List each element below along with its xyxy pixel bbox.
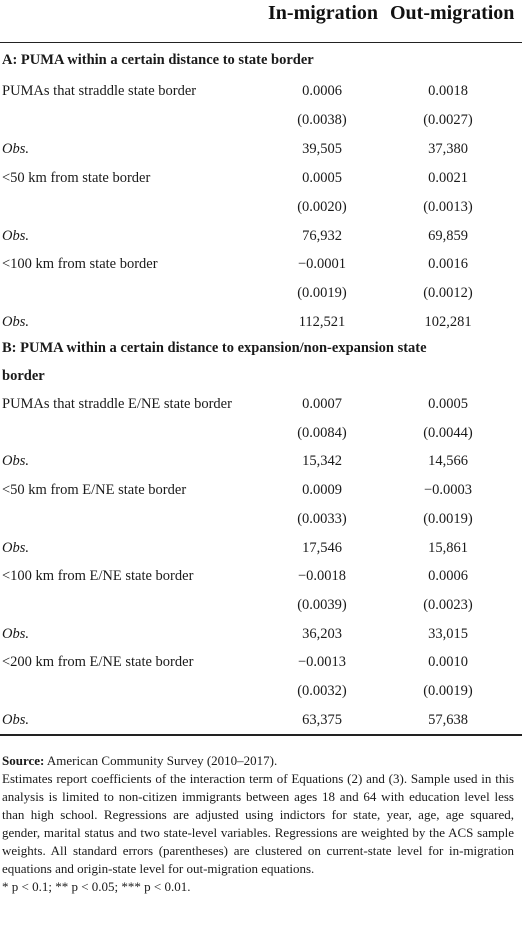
out-migration-value: 57,638 (428, 711, 468, 728)
row-label: PUMAs that straddle E/NE state border (2, 396, 232, 412)
row-label: Obs. (2, 227, 29, 244)
out-migration-value: 0.0010 (428, 654, 468, 671)
table-row (0, 591, 522, 619)
table-row (0, 447, 522, 475)
in-migration-value: (0.0033) (297, 510, 347, 527)
out-migration-value: 0.0018 (428, 83, 468, 99)
row-label: PUMAs that straddle state border (2, 83, 197, 99)
significance-note: * p < 0.1; ** p < 0.05; *** p < 0.01. (2, 879, 191, 894)
in-migration-value: 17,546 (302, 539, 342, 556)
row-label: Obs. (2, 314, 29, 331)
section-a-title: A: PUMA within a certain distance to state border (2, 52, 314, 68)
row-label: <200 km from E/NE state border (2, 654, 194, 671)
row-label: Obs. (2, 539, 29, 556)
row-label: <50 km from state border (2, 169, 151, 186)
table-row (0, 620, 522, 648)
table-row (0, 135, 522, 163)
in-migration-value: 0.0005 (302, 169, 342, 186)
table-notes (2, 752, 514, 896)
row-label: Obs. (2, 711, 29, 728)
in-migration-value: 36,203 (302, 625, 342, 642)
in-migration-value: 63,375 (302, 711, 342, 728)
table-row (0, 534, 522, 562)
section-b-title-line2: border (2, 368, 45, 384)
source-note (2, 752, 514, 770)
out-migration-value: 0.0016 (428, 256, 468, 273)
out-migration-value: −0.0003 (423, 482, 473, 499)
row-label: Obs. (2, 625, 29, 642)
in-migration-value: 0.0007 (302, 396, 342, 412)
out-migration-value: (0.0023) (423, 596, 473, 613)
out-migration-value: 14,566 (428, 453, 468, 470)
out-migration-value: (0.0044) (423, 424, 473, 441)
table-row (0, 193, 522, 221)
table-row (0, 562, 522, 590)
out-migration-value: 33,015 (428, 625, 468, 642)
out-migration-value: (0.0027) (423, 111, 473, 128)
in-migration-value: (0.0019) (297, 285, 347, 302)
in-migration-value: 76,932 (302, 227, 342, 244)
table-row (0, 419, 522, 447)
in-migration-value: −0.0018 (297, 568, 347, 585)
table-row (0, 279, 522, 307)
table-row (0, 222, 522, 250)
table-row (0, 164, 522, 192)
in-migration-value: (0.0038) (297, 111, 347, 128)
row-label: <100 km from E/NE state border (2, 568, 194, 585)
out-migration-value: 102,281 (424, 314, 472, 331)
out-migration-value: 0.0006 (428, 568, 468, 585)
in-migration-value: −0.0001 (297, 256, 347, 273)
table-header (0, 0, 522, 42)
in-migration-value: −0.0013 (297, 654, 347, 671)
source-text: American Community Survey (2010–2017). (44, 753, 278, 768)
in-migration-value: 0.0009 (302, 482, 342, 499)
out-migration-value: 0.0021 (428, 169, 468, 186)
header-rule (0, 42, 522, 43)
in-migration-value: (0.0084) (297, 424, 347, 441)
bottom-rule (0, 734, 522, 736)
out-migration-value: 69,859 (428, 227, 468, 244)
row-label: Obs. (2, 140, 29, 157)
in-migration-value: (0.0039) (297, 596, 347, 613)
out-migration-value: (0.0012) (423, 285, 473, 302)
table-row (0, 77, 522, 105)
source-label: Source: (2, 753, 45, 768)
table-row (0, 476, 522, 504)
row-label: Obs. (2, 453, 29, 470)
in-migration-value: (0.0032) (297, 683, 347, 699)
notes-body: Estimates report coefficients of the interaction term of Equations (2) and (3). Sample used in this analysis is limited to non-citizen immigrants between ages 18 and 64 with education level less than high school. Regressions are adjusted using indictors for state, year, age, age squared, gender, marital status and two state-level variables. Regressions are weighted by the ACS sample weights. All standard errors (parentheses) are clustered on current-state level for in-migration equations and origin-state level for out-migration equations. (2, 771, 514, 876)
table-row (0, 677, 522, 705)
table-row (0, 106, 522, 134)
table-row (0, 308, 522, 336)
out-migration-value: (0.0019) (423, 683, 473, 699)
out-migration-value: 0.0005 (428, 396, 468, 412)
col-header-out-migration: Out-migration (390, 2, 515, 24)
in-migration-value: 15,342 (302, 453, 342, 470)
table-row (0, 505, 522, 533)
table-row (0, 706, 522, 734)
out-migration-value: (0.0019) (423, 510, 473, 527)
table-row (0, 250, 522, 278)
out-migration-value: 15,861 (428, 539, 468, 556)
col-header-in-migration: In-migration (268, 2, 378, 24)
section-b-title-line1: B: PUMA within a certain distance to expansion/non-expansion state (2, 340, 427, 356)
in-migration-value: 39,505 (302, 140, 342, 157)
table-row (0, 648, 522, 676)
row-label: <100 km from state border (2, 256, 158, 273)
out-migration-value: 37,380 (428, 140, 468, 157)
in-migration-value: 112,521 (298, 314, 346, 331)
out-migration-value: (0.0013) (423, 198, 473, 215)
table-row (0, 390, 522, 418)
in-migration-value: 0.0006 (302, 83, 342, 99)
row-label: <50 km from E/NE state border (2, 482, 187, 499)
in-migration-value: (0.0020) (297, 198, 347, 215)
